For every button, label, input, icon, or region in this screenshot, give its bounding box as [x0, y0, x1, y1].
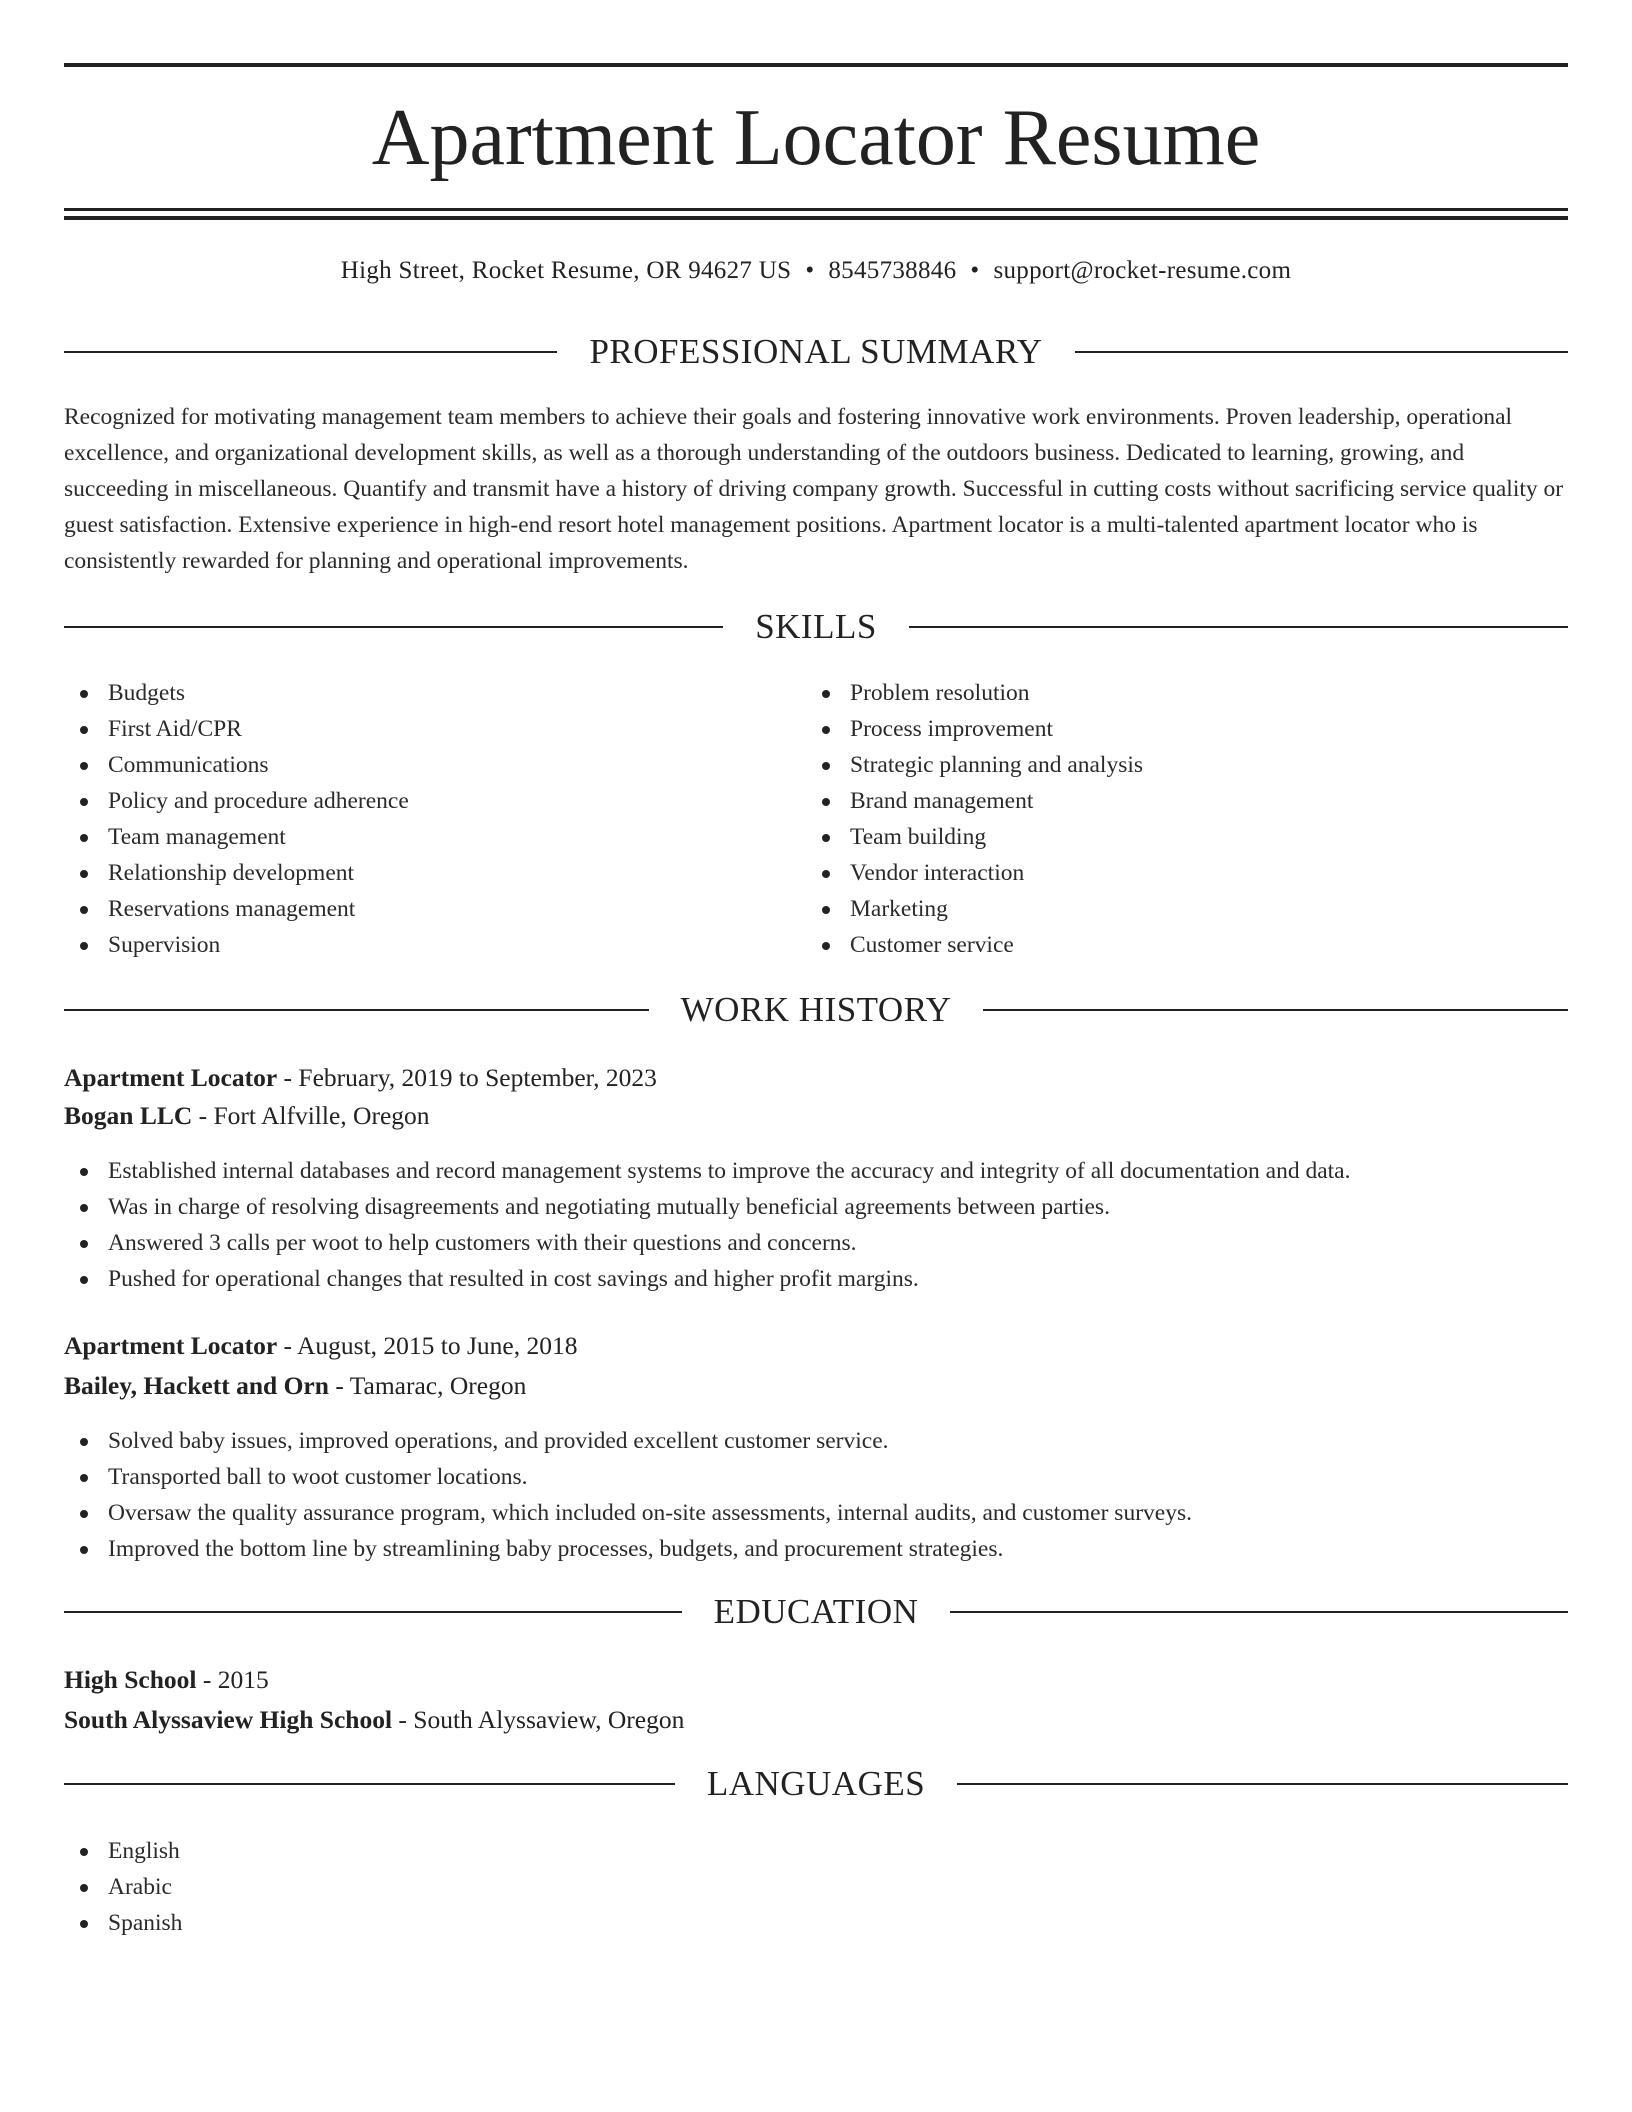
job-dates: - February, 2019 to September, 2023	[277, 1063, 657, 1092]
skill-item: Brand management	[806, 783, 1506, 819]
section-title-summary: PROFESSIONAL SUMMARY	[589, 332, 1043, 371]
education-degree: High School	[64, 1665, 197, 1694]
contact-line	[64, 254, 1568, 288]
skill-item: Marketing	[806, 891, 1506, 927]
education-school-line	[64, 1701, 1568, 1739]
resume-title: Apartment Locator Resume	[371, 94, 1261, 182]
section-rule	[950, 1611, 1568, 1613]
contact-address: High Street, Rocket Resume, OR 94627 US	[340, 257, 792, 284]
skill-item: Vendor interaction	[806, 855, 1506, 891]
section-header-skills	[64, 607, 1568, 647]
skill-item: Policy and procedure adherence	[64, 783, 764, 819]
section-header-summary	[64, 332, 1568, 372]
section-rule	[957, 1783, 1568, 1785]
skill-item: Problem resolution	[806, 675, 1506, 711]
contact-separator: •	[805, 257, 815, 284]
contact-email: support@rocket-resume.com	[993, 257, 1292, 284]
education-location: - South Alyssaview, Oregon	[392, 1705, 685, 1734]
section-rule	[64, 1783, 675, 1785]
skill-item: Supervision	[64, 927, 764, 963]
job-title: Apartment Locator	[64, 1063, 278, 1092]
skill-item: First Aid/CPR	[64, 711, 764, 747]
section-rule	[64, 351, 557, 353]
job-title-line	[64, 1059, 1568, 1097]
job-bullet: Improved the bottom line by streamlining baby processes, budgets, and procurement strategies.	[64, 1531, 1568, 1567]
section-rule	[64, 626, 723, 628]
language-item: Arabic	[64, 1869, 1568, 1905]
section-title-work: WORK HISTORY	[680, 990, 952, 1029]
section-rule	[64, 1009, 649, 1011]
title-rule-upper	[64, 208, 1568, 211]
job-company: Bogan LLC	[64, 1101, 193, 1130]
section-rule	[1075, 351, 1568, 353]
skill-item: Communications	[64, 747, 764, 783]
job-bullet: Was in charge of resolving disagreements and negotiating mutually beneficial agreements between parties.	[64, 1189, 1568, 1225]
section-rule	[983, 1009, 1568, 1011]
job-title: Apartment Locator	[64, 1331, 278, 1360]
summary-text: Recognized for motivating management team members to achieve their goals and fostering innovative work environments. Proven leadership, operational excellence, and organizational development skills, as well as a thorough understanding of the outdoors business. Dedicated to learning, growing, and succeeding in miscellaneous. Quantify and transmit have a history of driving company growth. Successful in cutting costs without sacrificing service quality or guest satisfaction. Extensive experience in high-end resort hotel management positions. Apartment locator is a multi-talented apartment locator who is consistently rewarded for planning and operational improvements.	[64, 404, 1564, 574]
title-rule-lower	[64, 216, 1568, 220]
job-location: - Tamarac, Oregon	[328, 1371, 527, 1400]
skill-item: Budgets	[64, 675, 764, 711]
contact-separator: •	[970, 257, 980, 284]
language-item: Spanish	[64, 1905, 1568, 1941]
job-location: - Fort Alfville, Oregon	[192, 1101, 430, 1130]
job-company: Bailey, Hackett and Orn	[64, 1371, 329, 1400]
section-rule	[64, 1611, 682, 1613]
job-bullet: Oversaw the quality assurance program, which included on-site assessments, internal audits, and customer surveys.	[64, 1495, 1568, 1531]
skills-list-right	[806, 675, 1506, 963]
skill-item: Customer service	[806, 927, 1506, 963]
section-header-work	[64, 990, 1568, 1030]
job-dates: - August, 2015 to June, 2018	[277, 1331, 578, 1360]
top-rule	[64, 63, 1568, 67]
job-bullets	[64, 1153, 1568, 1297]
skill-item: Team management	[64, 819, 764, 855]
skill-item: Relationship development	[64, 855, 764, 891]
section-title-languages: LANGUAGES	[706, 1764, 926, 1803]
languages-list	[64, 1833, 1568, 1941]
section-title-education: EDUCATION	[713, 1592, 919, 1631]
skill-item: Process improvement	[806, 711, 1506, 747]
skill-item: Team building	[806, 819, 1506, 855]
job-bullet: Established internal databases and record management systems to improve the accuracy and integrity of all documentation and data.	[64, 1153, 1568, 1189]
language-item: English	[64, 1833, 1568, 1869]
education-school: South Alyssaview High School	[64, 1705, 393, 1734]
contact-phone: 8545738846	[828, 257, 957, 284]
skill-item: Reservations management	[64, 891, 764, 927]
skill-item: Strategic planning and analysis	[806, 747, 1506, 783]
education-year: - 2015	[196, 1665, 269, 1694]
job-bullet: Pushed for operational changes that resulted in cost savings and higher profit margins.	[64, 1261, 1568, 1297]
job-company-line	[64, 1097, 1568, 1135]
education-degree-line	[64, 1661, 1568, 1699]
job-bullets	[64, 1423, 1568, 1567]
job-company-line	[64, 1367, 1568, 1405]
section-header-education	[64, 1592, 1568, 1632]
section-rule	[909, 626, 1568, 628]
job-title-line	[64, 1327, 1568, 1365]
skills-list-left	[64, 675, 764, 963]
job-bullet: Transported ball to woot customer locations.	[64, 1459, 1568, 1495]
job-bullet: Answered 3 calls per woot to help customers with their questions and concerns.	[64, 1225, 1568, 1261]
job-bullet: Solved baby issues, improved operations, and provided excellent customer service.	[64, 1423, 1568, 1459]
section-title-skills: SKILLS	[755, 607, 877, 646]
section-header-languages	[64, 1764, 1568, 1804]
